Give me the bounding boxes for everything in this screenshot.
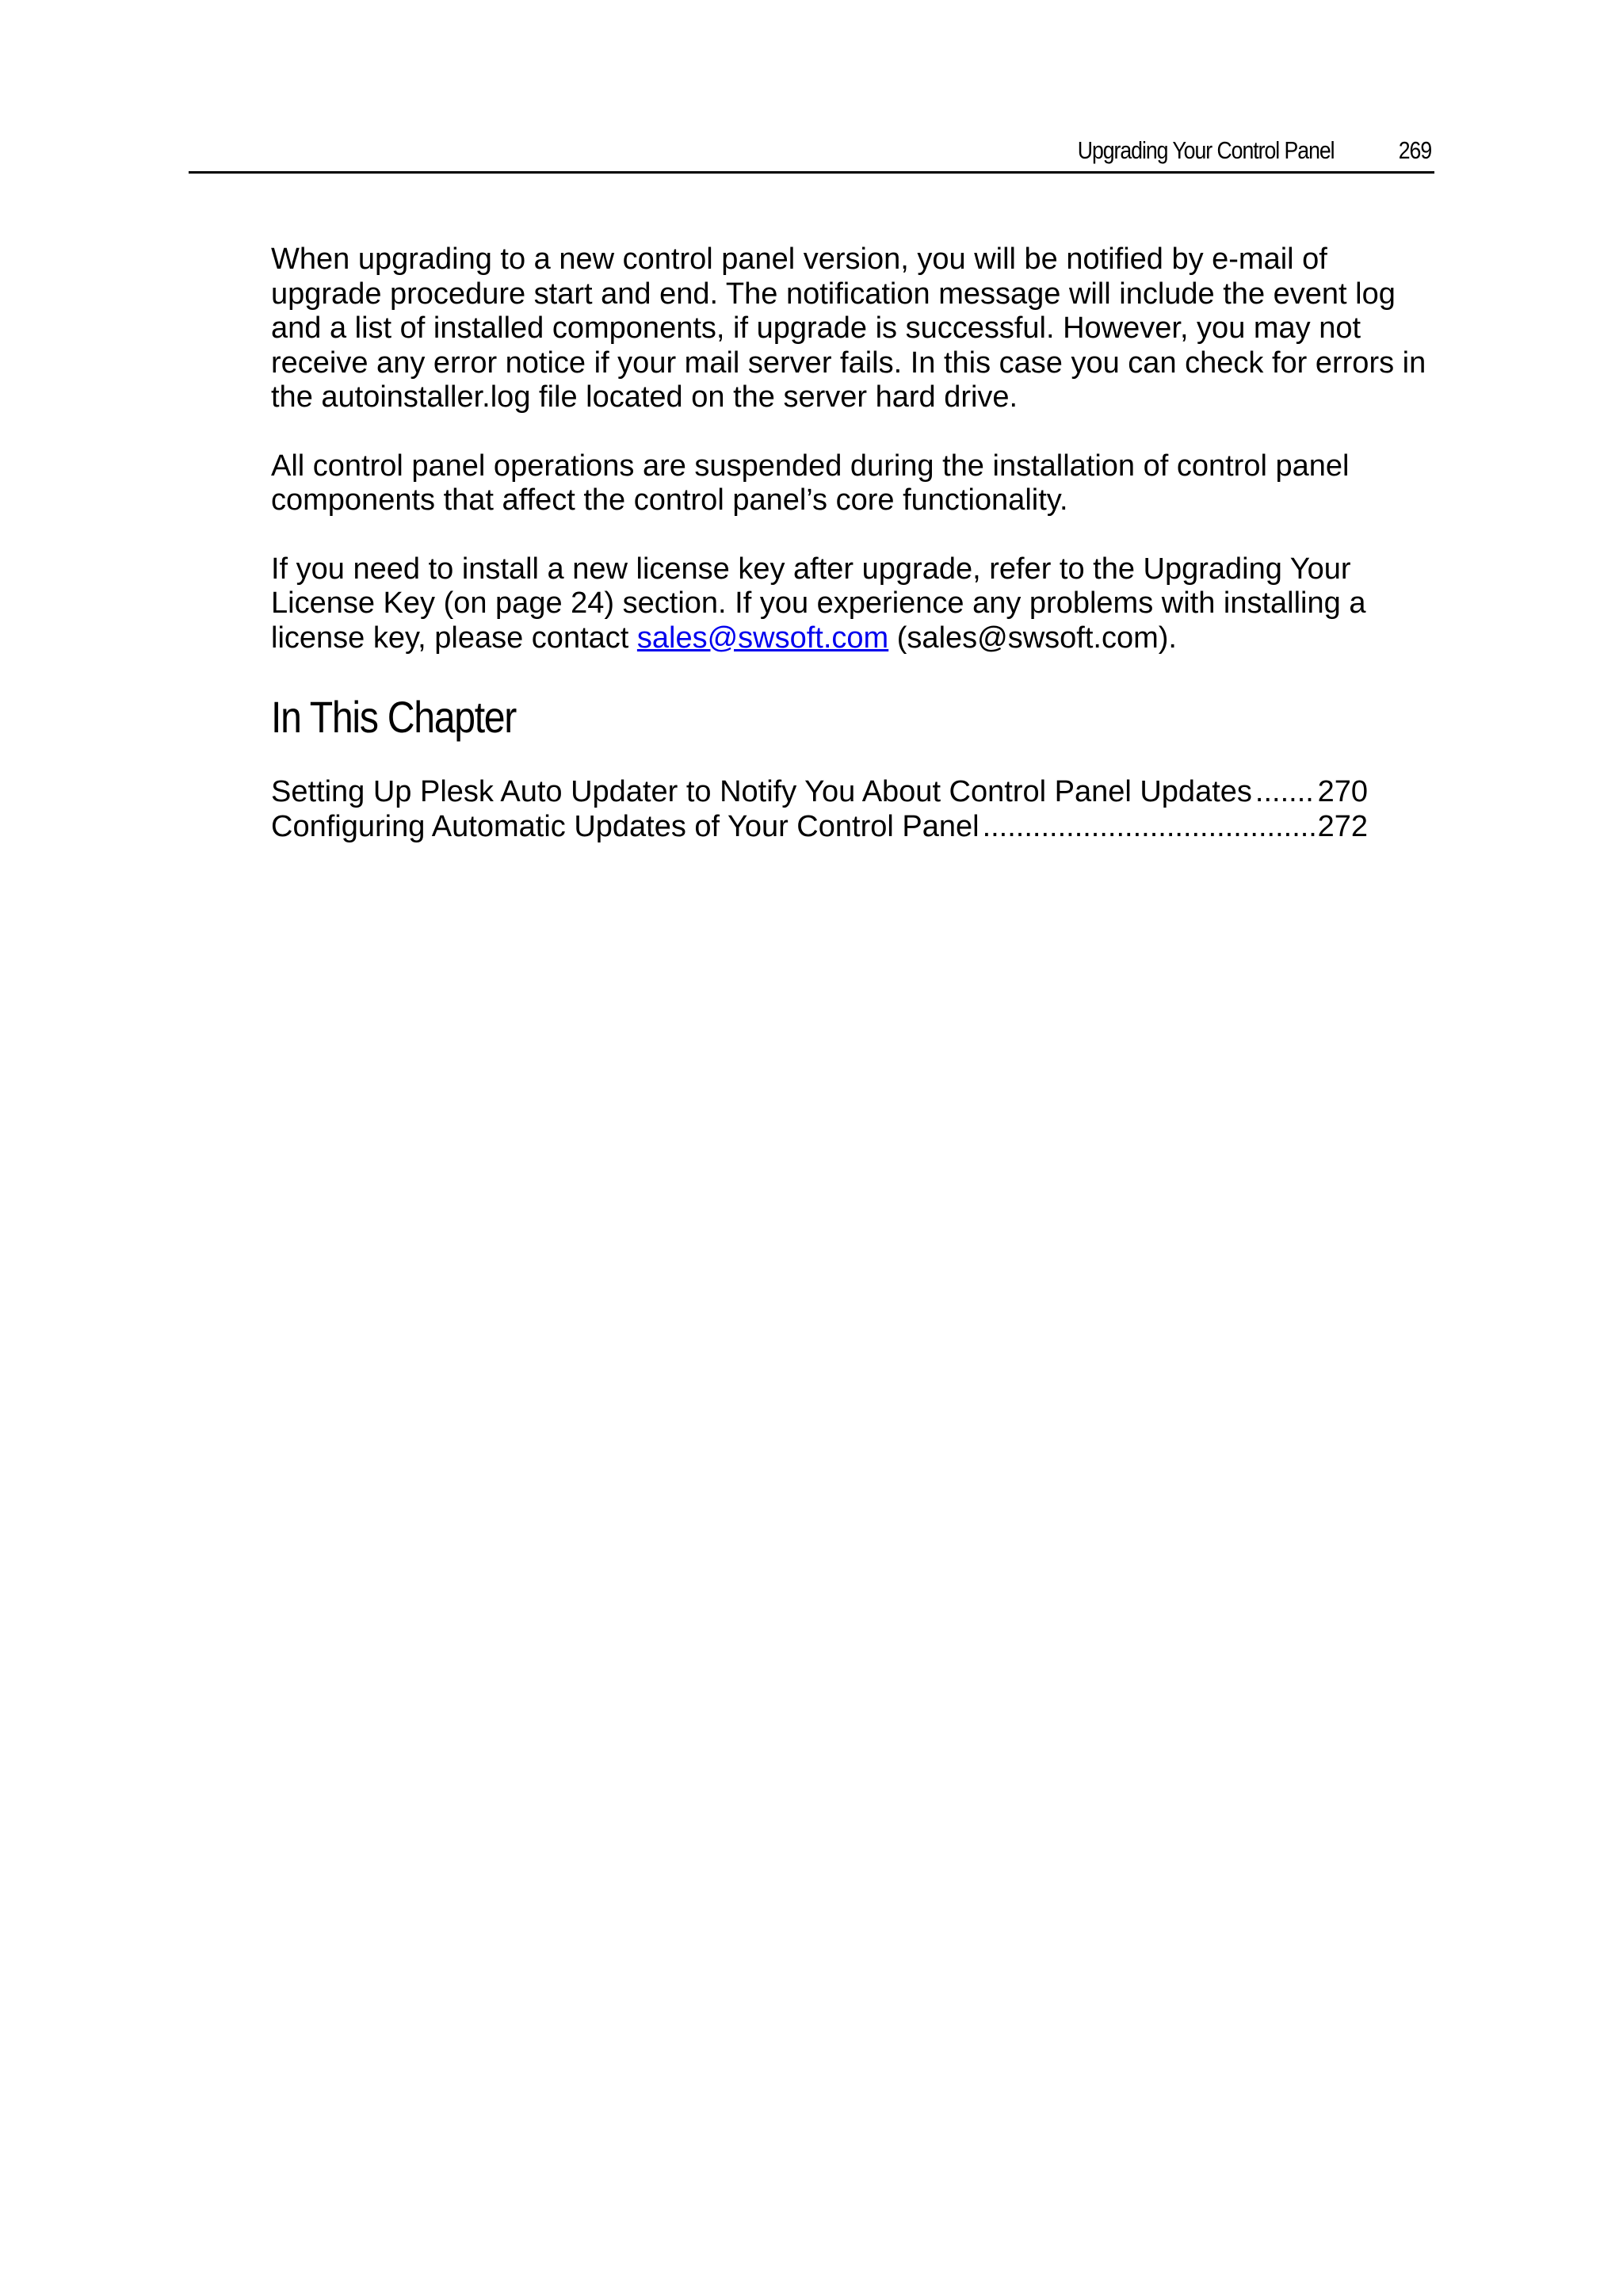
text-line: When upgrading to a new control panel version, you will be notified by e-mail of	[271, 243, 1327, 276]
text-line: components that affect the control panel’s core functionality.	[271, 483, 1068, 517]
chapter-heading: In This Chapter	[271, 692, 517, 742]
toc-entry-page: 270	[1317, 775, 1368, 808]
text-line: and a list of installed components, if upgrade is successful. However, you may not	[271, 311, 1361, 345]
paragraph-upgrade-notification	[271, 243, 1436, 415]
toc-entry-auto-updater[interactable]	[271, 775, 1368, 810]
text-fragment: license key, please contact	[271, 621, 637, 655]
text-line: receive any error notice if your mail server fails. In this case you can check for errors in	[271, 346, 1426, 380]
toc-dot-leader	[1255, 775, 1315, 810]
body-text	[271, 243, 1436, 690]
text-line: All control panel operations are suspended during the installation of control panel	[271, 449, 1350, 483]
text-line	[271, 621, 1436, 656]
chapter-toc	[271, 775, 1368, 844]
page-number: 269	[1398, 136, 1431, 164]
header-title: Upgrading Your Control Panel	[1078, 136, 1335, 164]
toc-entry-automatic-updates[interactable]	[271, 810, 1368, 845]
toc-entry-title: Setting Up Plesk Auto Updater to Notify You About Control Panel Updates	[271, 775, 1252, 808]
text-fragment: (sales@swsoft.com).	[888, 621, 1177, 655]
running-header	[189, 133, 1434, 174]
text-line: License Key (on page 24) section. If you experience any problems with installing a	[271, 586, 1366, 620]
paragraph-operations-suspended	[271, 449, 1436, 518]
sales-email-link[interactable]: sales@swsoft.com	[636, 621, 889, 655]
text-line: the autoinstaller.log file located on the server hard drive.	[271, 380, 1018, 414]
toc-entry-title: Configuring Automatic Updates of Your Control Panel	[271, 809, 980, 843]
paragraph-license-key	[271, 552, 1436, 656]
toc-entry-page: 272	[1317, 809, 1368, 843]
text-line: upgrade procedure start and end. The notification message will include the event log	[271, 277, 1396, 311]
text-line: If you need to install a new license key after upgrade, refer to the Upgrading Your	[271, 552, 1351, 586]
toc-dot-leader	[983, 810, 1315, 845]
